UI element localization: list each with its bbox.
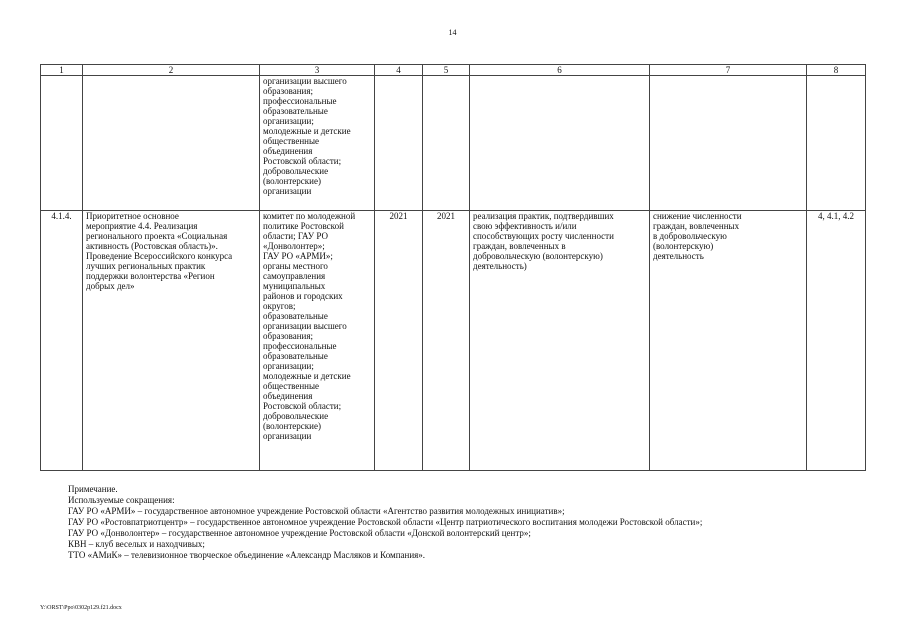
column-number: 8 <box>807 65 866 76</box>
row-number-cell: 4.1.4. <box>41 211 83 471</box>
empty-cell <box>41 76 83 211</box>
end-year-cell: 2021 <box>423 211 470 471</box>
empty-cell <box>83 76 260 211</box>
file-path-footer: Y:\ORST\Ppo\0302p129.f21.docx <box>40 605 122 611</box>
column-number: 1 <box>41 65 83 76</box>
executors-cell: комитет по молодежной политике Ростовской области; ГАУ РО «Донволонтер»; ГАУ РО «АРМИ»; органы местного самоуправления муниципальных районов и городских округов; образовательные организации высшего образования; профессиональные образовательные организации; молодежные и детские общественные объединения Ростовской области; добровольческие (волонтерские) организации <box>260 211 375 471</box>
note-line: Используемые сокращения: <box>68 495 175 505</box>
note-line: ТТО «АМиК» – телевизионное творческое объединение «Александр Масляков и Компания». <box>68 550 426 560</box>
start-year-cell: 2021 <box>375 211 423 471</box>
note-line: КВН – клуб веселых и находчивых; <box>68 539 205 549</box>
column-number: 2 <box>83 65 260 76</box>
empty-cell <box>375 76 423 211</box>
consequence-cell: снижение численности граждан, вовлеченных в добровольческую (волонтерскую) деятельность <box>650 211 807 471</box>
empty-cell <box>423 76 470 211</box>
program-table <box>40 64 866 471</box>
indicator-link-cell: 4, 4.1, 4.2 <box>807 211 866 471</box>
page-number: 14 <box>448 28 457 37</box>
empty-cell <box>470 76 650 211</box>
empty-cell <box>650 76 807 211</box>
column-number: 5 <box>423 65 470 76</box>
column-number: 7 <box>650 65 807 76</box>
column-number: 4 <box>375 65 423 76</box>
notes-block <box>68 484 702 561</box>
column-number: 6 <box>470 65 650 76</box>
note-line: ГАУ РО «АРМИ» – государственное автономное учреждение Ростовской области «Агентство развития молодежных инициатив»; <box>68 506 565 516</box>
continuation-row <box>41 76 866 211</box>
table-row <box>41 211 866 471</box>
empty-cell <box>807 76 866 211</box>
note-line: ГАУ РО «Ростовпатриотцентр» – государственное автономное учреждение Ростовской области «Центр патриотического воспитания молодежи Ростовской области»; <box>68 517 703 527</box>
note-line: Примечание. <box>68 484 118 494</box>
column-number-row <box>41 65 866 76</box>
note-line: ГАУ РО «Донволонтер» – государственное автономное учреждение Ростовской области «Донской волонтерский центр»; <box>68 528 531 538</box>
column-number: 3 <box>260 65 375 76</box>
executors-continued-cell: организации высшего образования; профессиональные образовательные организации; молодежные и детские общественные объединения Ростовской области; добровольческие (волонтерские) организации <box>260 76 375 211</box>
expected-result-cell: реализация практик, подтвердивших свою эффективность и/или способствующих росту численности граждан, вовлеченных в добровольческую (волонтерскую) деятельность) <box>470 211 650 471</box>
measure-name-cell: Приоритетное основное мероприятие 4.4. Реализация регионального проекта «Социальная активность (Ростовская область)». Проведение Всероссийского конкурса лучших региональных практик поддержки волонтерства «Регион добрых дел» <box>83 211 260 471</box>
